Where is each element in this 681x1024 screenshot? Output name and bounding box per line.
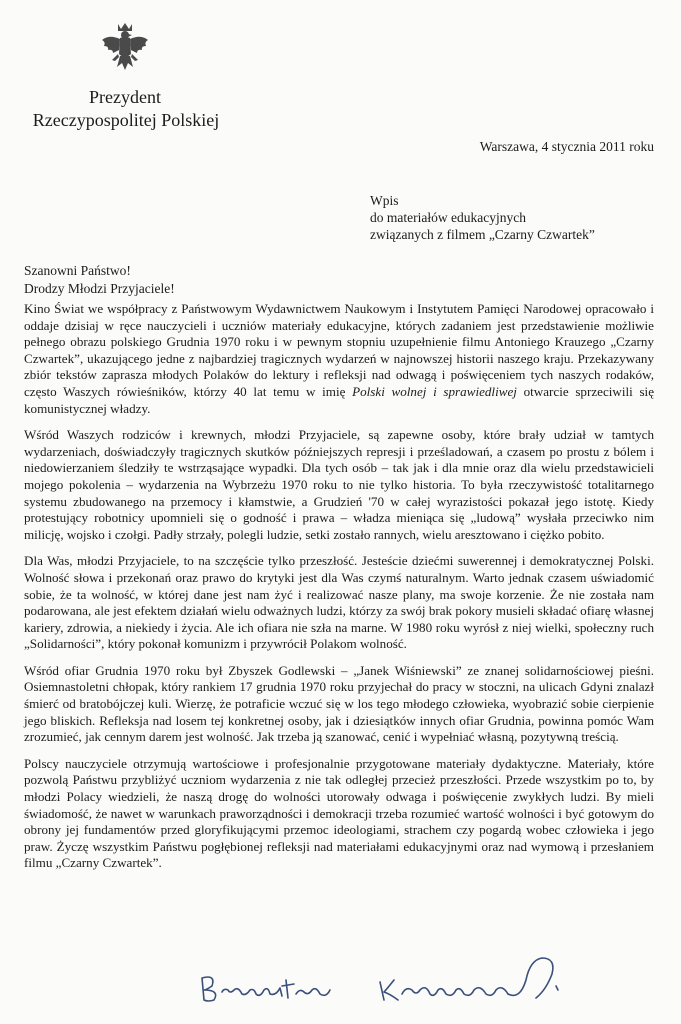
letter-date: Warszawa, 4 stycznia 2011 roku: [479, 139, 654, 154]
greeting: [24, 262, 175, 298]
paragraph-4: Wśród ofiar Grudnia 1970 roku był Zbyszek Godlewski – „Janek Wiśniewski” ze znanej solidarnościowej pieśni. Osiemnastoletni chłopak, który rankiem 17 grudnia 1970 roku przyjechał do pracy w stoczni, na ulicach Gdyni znalazł śmierć od bratobójczej kuli. Wierzę, że potraficie wczuć się w los tego młodego człowieka, wyobrazić sobie cierpienie jego bliskich. Refleksja nad losem tej konkretnej osoby, jak i dziesiątków innych ofiar Grudnia, powinna pomóc Wam zrozumieć, jak cennym darem jest wolność. Jak trzeba ją szanować, cenić i wypełniać własną, pozytywną treścią.: [24, 662, 654, 745]
paragraph-1-part-a: Kino Świat we współpracy z Państwowym Wydawnictwem Naukowym i Instytutem Pamięci Narodowej opracowało i oddaje dzisiaj w ręce nauczycieli i uczniów materiały edukacyjne, których zadaniem jest przedstawienie możliwie pełnego obrazu polskiego Grudnia 1970 roku i w pewnym stopniu uzupełnienie filmu Antoniego Krauzego „Czarny Czwartek”, ukazującego jedne z najbardziej tragicznych wydarzeń w najnowszej historii naszego kraju. Przekazywany zbiór tekstów zaprasza młodych Polaków do lektury i refleksji nad odwagą i poświęceniem tych naszych rodaków, często Waszych rówieśników, którzy 40 lat temu w imię: [24, 301, 654, 399]
entry-line1: Wpis: [370, 193, 399, 208]
paragraph-2: Wśród Waszych rodziców i krewnych, młodzi Przyjaciele, są zapewne osoby, które brały udział w tamtych wydarzeniach, doświadczyły tragicznych skutków późniejszych represji i prześladowań, a czasem po prostu z bólem i niedowierzaniem śledziły te wstrząsające wypadki. Dla tych osób – tak jak i dla mnie oraz dla wielu przedstawicieli mojego pokolenia – wydarzenia na Wybrzeżu 1970 roku to nie tylko historia. To była rzeczywistość totalitarnego systemu zbudowanego na przemocy i kłamstwie, a Grudzień '70 w całej wyrazistości pokazał jego istotę. Kiedy protestujący robotnicy upomnieli się o godność i prawa – władza mieniąca się „ludową” wysłała przeciwko nim milicję, wojsko i czołgi. Padły strzały, polegli ludzie, setki zostało rannych, wielu aresztowano i ciężko pobito.: [24, 427, 654, 542]
president-title-line2: Rzeczypospolitej Polskiej: [32, 110, 220, 130]
paragraph-1-italic: Polski wolnej i sprawiedliwej: [352, 383, 517, 399]
letter-body: [24, 301, 654, 882]
greeting-line2: Drodzy Młodzi Przyjaciele!: [24, 281, 175, 296]
entry-line3: związanych z filmem „Czarny Czwartek”: [370, 227, 595, 242]
entry-line2: do materiałów edukacyjnych: [370, 210, 526, 225]
greeting-line1: Szanowni Państwo!: [24, 263, 131, 278]
paragraph-3: Dla Was, młodzi Przyjaciele, to na szczęście tylko przeszłość. Jesteście dziećmi suwerennej i demokratycznej Polski. Wolność słowa i przekonań oraz prawo do krytyki jest dla Was czymś naturalnym. Warto jednak czasem uświadomić sobie, że ta wolność, w której dane jest nam żyć i realizować nasze plany, ma swoje korzenie. Że nie została nam podarowana, ale jest efektem działań wielu odważnych ludzi, którzy za swój brak pokory musieli składać ofiarę własnej kariery, zdrowia, a niekiedy i życia. Ale ich ofiara nie szła na marne. W 1980 roku wyrósł z niej wielki, społeczny ruch „Solidarności”, który pokonał komunizm i przywrócił Polakom wolność.: [24, 553, 654, 652]
entry-block: [370, 192, 595, 243]
paragraph-5: Polscy nauczyciele otrzymują wartościowe i profesjonalnie przygotowane materiały dydaktyczne. Materiały, które pozwolą Państwu przybliżyć uczniom wydarzenia z nie tak odległej przecież przeszłości. Przede wszystkim po to, by młodzi Polacy wiedzieli, że naszą drogę do wolności utorowały odwaga i poświęcenie zwykłych ludzi. By mieli świadomość, że nawet w warunkach praworządności i demokracji trzeba rozumieć wartość wolności i być gotowym do obrony jej fundamentów przed gloryfikującymi przemoc ideologiami, strachem czy pogardą wobec człowieka i jego praw. Życzę wszystkim Państwu pogłębionej refleksji nad materiałami edukacyjnymi oraz nad wymową i przesłaniem filmu „Czarny Czwartek”.: [24, 755, 654, 871]
polish-eagle-emblem-icon: [99, 20, 151, 74]
paragraph-1: [24, 301, 654, 417]
paragraph-1-part-b: otwarcie sprzeciwili się komunistycznej władzy.: [24, 383, 654, 416]
handwritten-signature: [190, 950, 590, 1010]
president-title-line1: Prezydent: [89, 87, 161, 107]
